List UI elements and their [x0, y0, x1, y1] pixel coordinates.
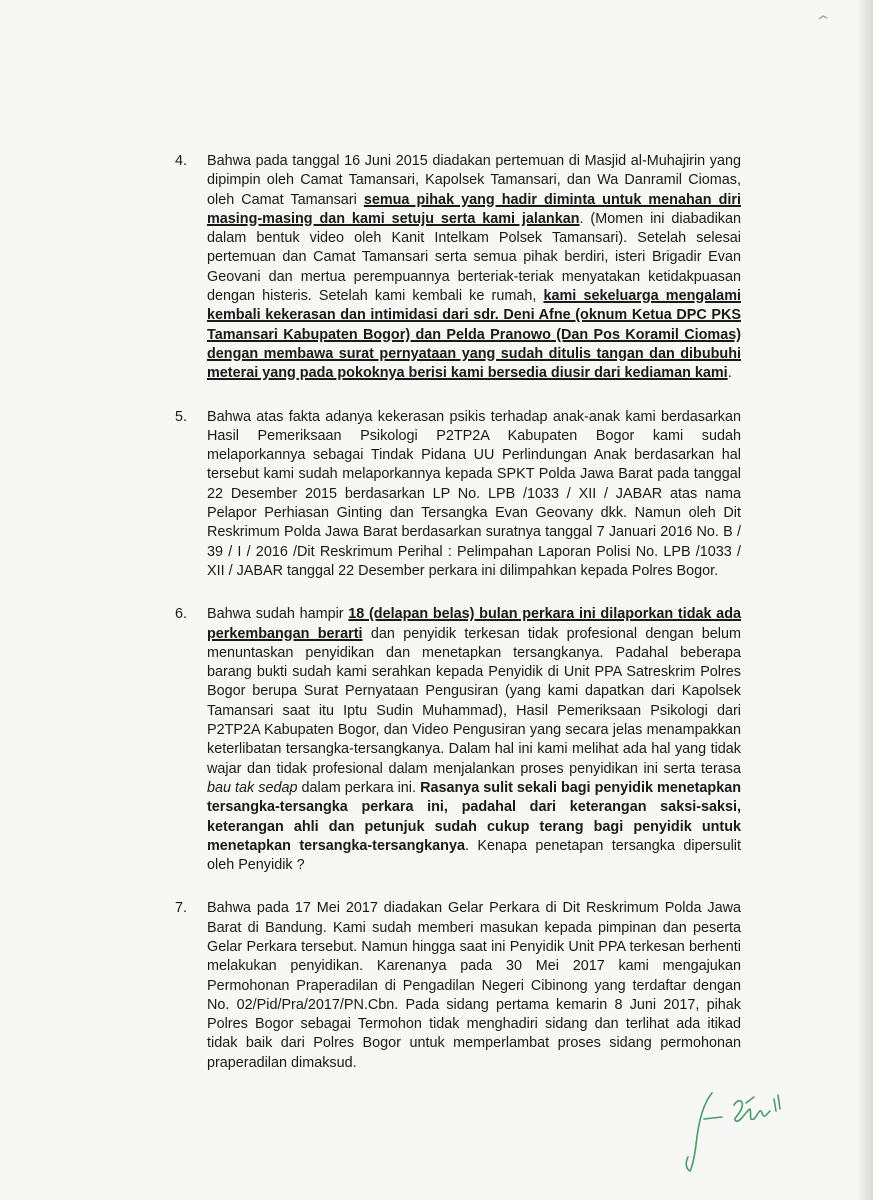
- paragraph-text: [207, 605, 741, 875]
- numbered-paragraph: [175, 152, 741, 384]
- scan-mark-icon: [818, 14, 828, 20]
- bold-underlined-text: kami sekeluarga mengalami kembali kekerasan dan intimidasi dari sdr. Deni Afne (oknum Ketua DPC PKS Tamansari Kabupaten Bogor) dan Pelda Pranowo (Dan Pos Koramil Ciomas) dengan membawa surat pernyataan yang sudah ditulis tangan dan dibubuhi meterai yang pada pokoknya berisi kami bersedia diusir dari kediaman kami: [207, 288, 741, 382]
- plain-text: . (Momen ini diabadikan dalam bentuk video oleh Kanit Intelkam Polsek Tamansari). Setelah selesai pertemuan dan Camat Tamansari serta semua pihak berdiri, isteri Brigadir Evan Geovani dan mertua perempuannya berteriak-teriak menyatakan ketidakpuasan dengan histeris. Setelah kami kembali ke rumah,: [207, 210, 741, 305]
- numbered-paragraph: [175, 605, 741, 875]
- plain-text: Bahwa pada tanggal 16 Juni 2015 diadakan pertemuan di Masjid al-Muhajirin yang dipimpin oleh Camat Tamansari, Kapolsek Tamansari, dan Wa Danramil Ciomas, oleh Camat Tamansari: [207, 153, 741, 208]
- paragraph-number: 4.: [175, 153, 188, 169]
- plain-text: . Kenapa penetapan tersangka dipersulit oleh Penyidik ?: [207, 837, 741, 874]
- numbered-paragraph: [175, 408, 741, 582]
- italic-text: bau tak sedap: [207, 779, 298, 796]
- paragraph-text: [207, 408, 741, 582]
- bold-underlined-text: 18 (delapan belas) bulan perkara ini dilaporkan tidak ada perkembangan berarti: [207, 606, 741, 642]
- paragraph-number: 7.: [175, 900, 188, 917]
- bold-text: Rasanya sulit sekali bagi penyidik menetapkan tersangka-tersangka perkara ini, padahal dari keterangan saksi-saksi, keterangan ahli dan petunjuk sudah cukup terang bagi penyidik untuk menetapkan tersangka-tersangkanya: [207, 779, 741, 854]
- bold-underlined-text: semua pihak yang hadir diminta untuk menahan diri masing-masing dan kami setuju serta kami jalankan: [207, 191, 741, 227]
- plain-text: dalam perkara ini.: [297, 779, 421, 796]
- plain-text: .: [727, 365, 732, 382]
- handwritten-signature-icon: [682, 1085, 792, 1175]
- plain-text: Bahwa sudah hampir: [207, 606, 349, 623]
- document-body: [175, 152, 741, 1097]
- plain-text: dan penyidik terkesan tidak profesional dengan belum menuntaskan penyidikan dan menetapkan tersangkanya. Padahal beberapa barang bukti sudah kami serahkan kepada Penyidik di Unit PPA Satreskrim Polres Bogor berupa Surat Pernyataan Pengusiran (yang kami dapatkan dari Kapolsek Tamansari saat itu Iptu Sudin Muhammad), Hasil Pemeriksaan Psikologi dari P2TP2A Kabupaten Bogor, dan Video Pengusiran yang secara jelas menampakkan keterlibatan tersangka-tersangkanya. Dalam hal ini kami melihat ada hal yang tidak wajar dan tidak profesional dalam menjalankan proses penyidikan ini serta terasa: [207, 625, 741, 777]
- numbered-paragraph: [175, 899, 741, 1073]
- paragraph-number: 6.: [175, 606, 188, 623]
- plain-text: Bahwa pada 17 Mei 2017 diadakan Gelar Perkara di Dit Reskrimum Polda Jawa Barat di Bandung. Kami sudah memberi masukan kepada pimpinan dan peserta Gelar Perkara tersebut. Namun hingga saat ini Penyidik Unit PPA terkesan berhenti melakukan penyidikan. Karenanya pada 30 Mei 2017 kami mengajukan Permohonan Praperadilan di Pengadilan Negeri Cibinong yang terdaftar dengan No. 02/Pid/Pra/2017/PN.Cbn. Pada sidang pertama kemarin 8 Juni 2017, pihak Polres Bogor sebagai Termohon tidak menghadiri sidang dan terlihat ada itikad tidak baik dari Polres Bogor untuk memperlambat proses sidang permohonan praperadilan dimaksud.: [207, 900, 741, 1071]
- paragraph-text: [207, 899, 741, 1073]
- paragraph-number: 5.: [175, 408, 188, 425]
- page-edge-shadow: [859, 0, 873, 1200]
- plain-text: Bahwa atas fakta adanya kekerasan psikis terhadap anak-anak kami berdasarkan Hasil Pemeriksaan Psikologi P2TP2A Kabupaten Bogor kami sudah melaporkannya sebagai Tindak Pidana UU Perlindungan Anak berdasarkan hal tersebut kami sudah melaporkannya kepada SPKT Polda Jawa Barat pada tanggal 22 Desember 2015 berdasarkan LP No. LPB /1033 / XII / JABAR atas nama Pelapor Perhiasan Ginting dan Tersangka Evan Geovany dkk. Namun oleh Dit Reskrimum Polda Jawa Barat berdasarkan suratnya tanggal 7 Januari 2016 No. B / 39 / I / 2016 /Dit Reskrimum Perihal : Pelimpahan Laporan Polisi No. LPB /1033 / XII / JABAR tanggal 22 Desember perkara ini dilimpahkan kepada Polres Bogor.: [207, 408, 741, 579]
- paragraph-text: [207, 152, 741, 384]
